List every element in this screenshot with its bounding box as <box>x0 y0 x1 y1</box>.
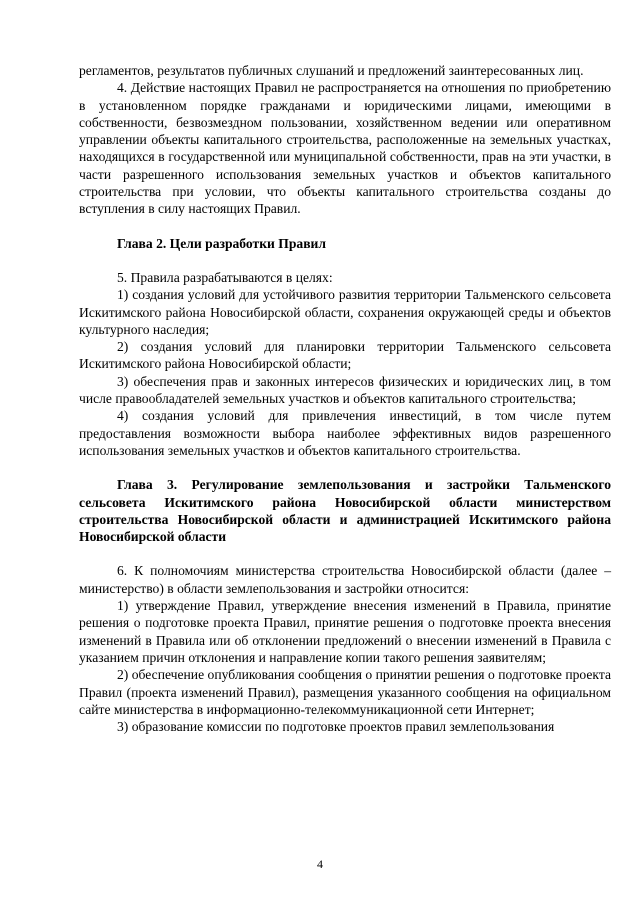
paragraph-5: 5. Правила разрабатываются в целях: <box>117 269 333 285</box>
paragraph-5-1: 1) создания условий для устойчивого развития территории Тальменского сельсовета Искитимского района Новосибирской области, сохранения окружающей среды и объектов культурного наследия; <box>79 287 611 337</box>
paragraph-4: 4. Действие настоящих Правил не распространяется на отношения по приобретению в установленном порядке гражданами и юридическими лицами, имеющими в собственности, безвозмездном пользовании, хозяйственном ведении или оперативном управлении объекты капитального строительства, расположенные на земельных участках, находящихся в государственной или муниципальной собственности, прав на эти участки, в части разрешенного использования земельных участков и объектов капитального строительства при условии, что объекты капитального строительства созданы до вступления в силу настоящих Правил. <box>79 80 611 217</box>
page-content <box>79 62 611 735</box>
paragraph-6: 6. К полномочиям министерства строительства Новосибирской области (далее – министерство) в области землепользования и застройки относится: <box>79 563 611 596</box>
paragraph-6-1: 1) утверждение Правил, утверждение внесения изменений в Правила, принятие решения о подготовке проекта Правил, принятие решения о подготовке проекта внесения изменений в Правила или об отклонении предложений о внесении изменений в Правила с указанием причин отклонения и направление копии такого решения заявителям; <box>79 598 611 665</box>
page-number: 4 <box>317 857 323 871</box>
paragraph-6-2: 2) обеспечение опубликования сообщения о принятии решения о подготовке проекта Правил (проекта изменений Правил), размещения указанного сообщения на официальном сайте министерства в информационно-телекоммуникационной сети Интернет; <box>79 667 611 717</box>
paragraph-5-2: 2) создания условий для планировки территории Тальменского сельсовета Искитимского района Новосибирской области; <box>79 339 611 372</box>
spacer <box>79 545 611 562</box>
paragraph-5-4: 4) создания условий для привлечения инвестиций, в том числе путем предоставления возможности выбора наиболее эффективных видов разрешенного использования земельных участков и объектов капитального строительства. <box>79 408 611 458</box>
spacer <box>79 459 611 476</box>
paragraph-continuation: регламентов, результатов публичных слушаний и предложений заинтересованных лиц. <box>79 63 584 78</box>
paragraph-5-3: 3) обеспечения прав и законных интересов физических и юридических лиц, в том числе правообладателей земельных участков и объектов капитального строительства; <box>79 373 611 407</box>
chapter-2-heading: Глава 2. Цели разработки Правил <box>117 235 327 251</box>
chapter-3-heading: Глава 3. Регулирование землепользования и застройки Тальменского сельсовета Искитимского района Новосибирской области министерством строительства Новосибирской области и администрацией Искитимского района Новосибирской области <box>79 477 611 545</box>
spacer <box>79 252 611 269</box>
spacer <box>79 218 611 235</box>
paragraph-6-3: 3) образование комиссии по подготовке проектов правил землепользования <box>117 719 555 735</box>
